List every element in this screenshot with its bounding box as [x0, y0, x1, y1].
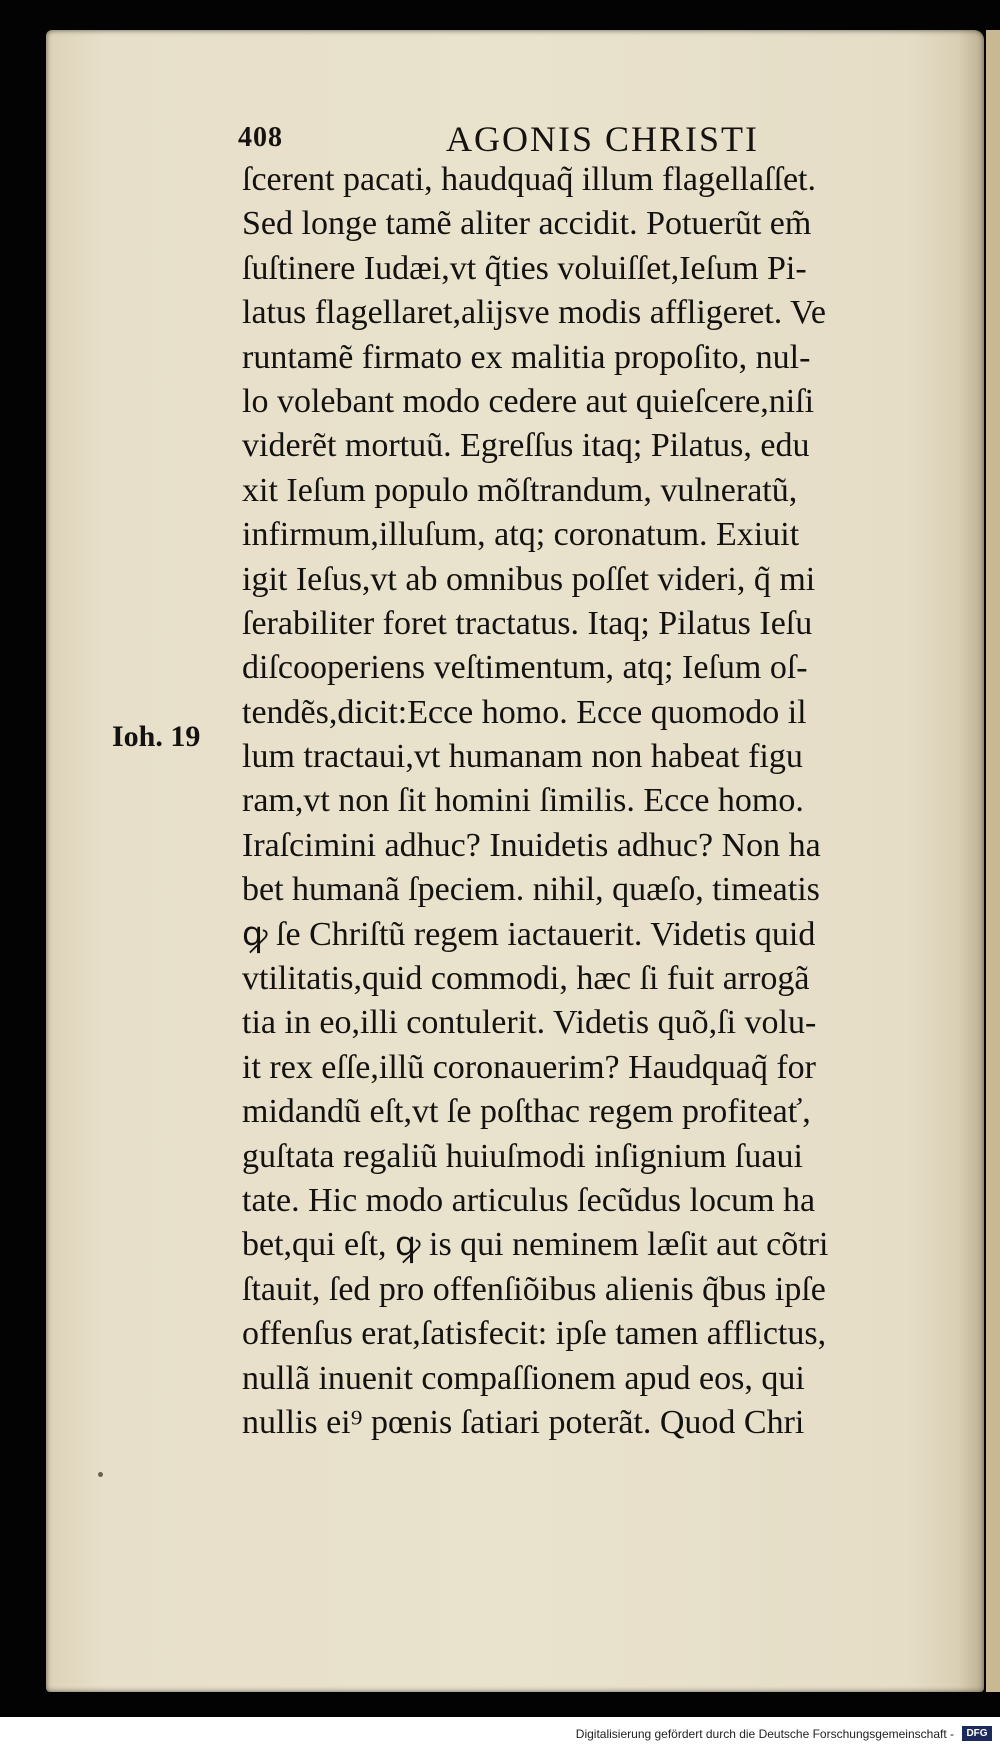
text-line: ſerabiliter foret tractatus. Itaq; Pilatus Ieſu	[242, 604, 813, 642]
text-line: offenſus erat,ſatisfecit: ipſe tamen afflictus,	[242, 1315, 827, 1353]
text-line: viderẽt mortuũ. Egreſſus itaq; Pilatus, edu	[242, 427, 810, 465]
text-line: ſcerent pacati, haudquaq̃ illum flagellaſſet.	[242, 161, 816, 198]
text-line: guſtata regaliũ huiuſmodi inſignium ſuaui	[242, 1137, 803, 1175]
text-line: bet humanã ſpeciem. nihil, quæſo, timeatis	[242, 871, 820, 909]
running-title: AGONIS CHRISTI	[446, 119, 760, 159]
text-line: nullis ei⁹ pœnis ſatiari poterãt. Quod Chri	[242, 1403, 805, 1441]
text-line: lum tractaui,vt humanam non habeat figu	[242, 738, 803, 776]
text-line: nullã inuenit compaſſionem apud eos, qui	[242, 1359, 805, 1397]
text-line: runtamẽ firmato ex malitia propoſito, nul-	[242, 338, 811, 376]
text-line: bet,qui eſt, ꝙ is qui neminem læſit aut cõtri	[242, 1226, 829, 1264]
text-line: ram,vt non ſit homini ſimilis. Ecce homo.	[242, 782, 804, 820]
running-head	[238, 118, 818, 162]
text-line: igit Ieſus,vt ab omnibus poſſet videri, q̃ mi	[242, 560, 816, 598]
text-line: tate. Hic modo articulus ſecũdus locum ha	[242, 1181, 816, 1219]
marginal-reference: Ioh. 19	[112, 720, 201, 753]
text-line: ſuſtinere Iudæi,vt q̃ties voluiſſet,Ieſum Pi-	[242, 249, 807, 287]
text-line: tendẽs,dicit:Ecce homo. Ecce quomodo il	[242, 693, 807, 731]
text-line: Sed longe tamẽ aliter accidit. Potuerũt em̃	[242, 205, 812, 243]
dfg-logo: DFG	[962, 1726, 992, 1741]
text-line: tia in eo,illi contulerit. Videtis quõ,ſi volu-	[242, 1004, 817, 1042]
page-shadow	[958, 30, 984, 1692]
text-line: it rex eſſe,illũ coronauerim? Haudquaq̃ for	[242, 1048, 816, 1086]
text-line: diſcooperiens veſtimentum, atq; Ieſum oſ-	[242, 649, 808, 687]
text-line: infirmum,illuſum, atq; coronatum. Exiuit	[242, 516, 800, 554]
body-text	[242, 158, 942, 1445]
text-line: midandũ eſt,vt ſe poſthac regem profiteať,	[242, 1093, 811, 1131]
funding-credit: Digitalisierung gefördert durch die Deutsche Forschungsgemeinschaft -	[575, 1727, 954, 1741]
text-line: latus flagellaret,alĳsve modis affligeret. Ve	[242, 294, 826, 332]
page-number: 408	[238, 122, 283, 153]
paper-speck	[98, 1472, 103, 1477]
text-line: Iraſcimini adhuc? Inuidetis adhuc? Non ha	[242, 826, 821, 864]
text-line: ꝙ ſe Chriſtũ regem iactauerit. Videtis quid	[242, 915, 816, 953]
text-line: xit Ieſum populo mõſtrandum, vulneratũ,	[242, 471, 798, 509]
text-line: lo volebant modo cedere aut quieſcere,niſi	[242, 382, 815, 420]
footer-bar	[0, 1717, 1000, 1747]
text-line: vtilitatis,quid commodi, hæc ſi fuit arrogã	[242, 960, 810, 998]
text-line: ſtauit, ſed pro offenſiõibus alienis q̃bus ipſe	[242, 1270, 826, 1308]
adjacent-page-edge	[986, 30, 1000, 1692]
